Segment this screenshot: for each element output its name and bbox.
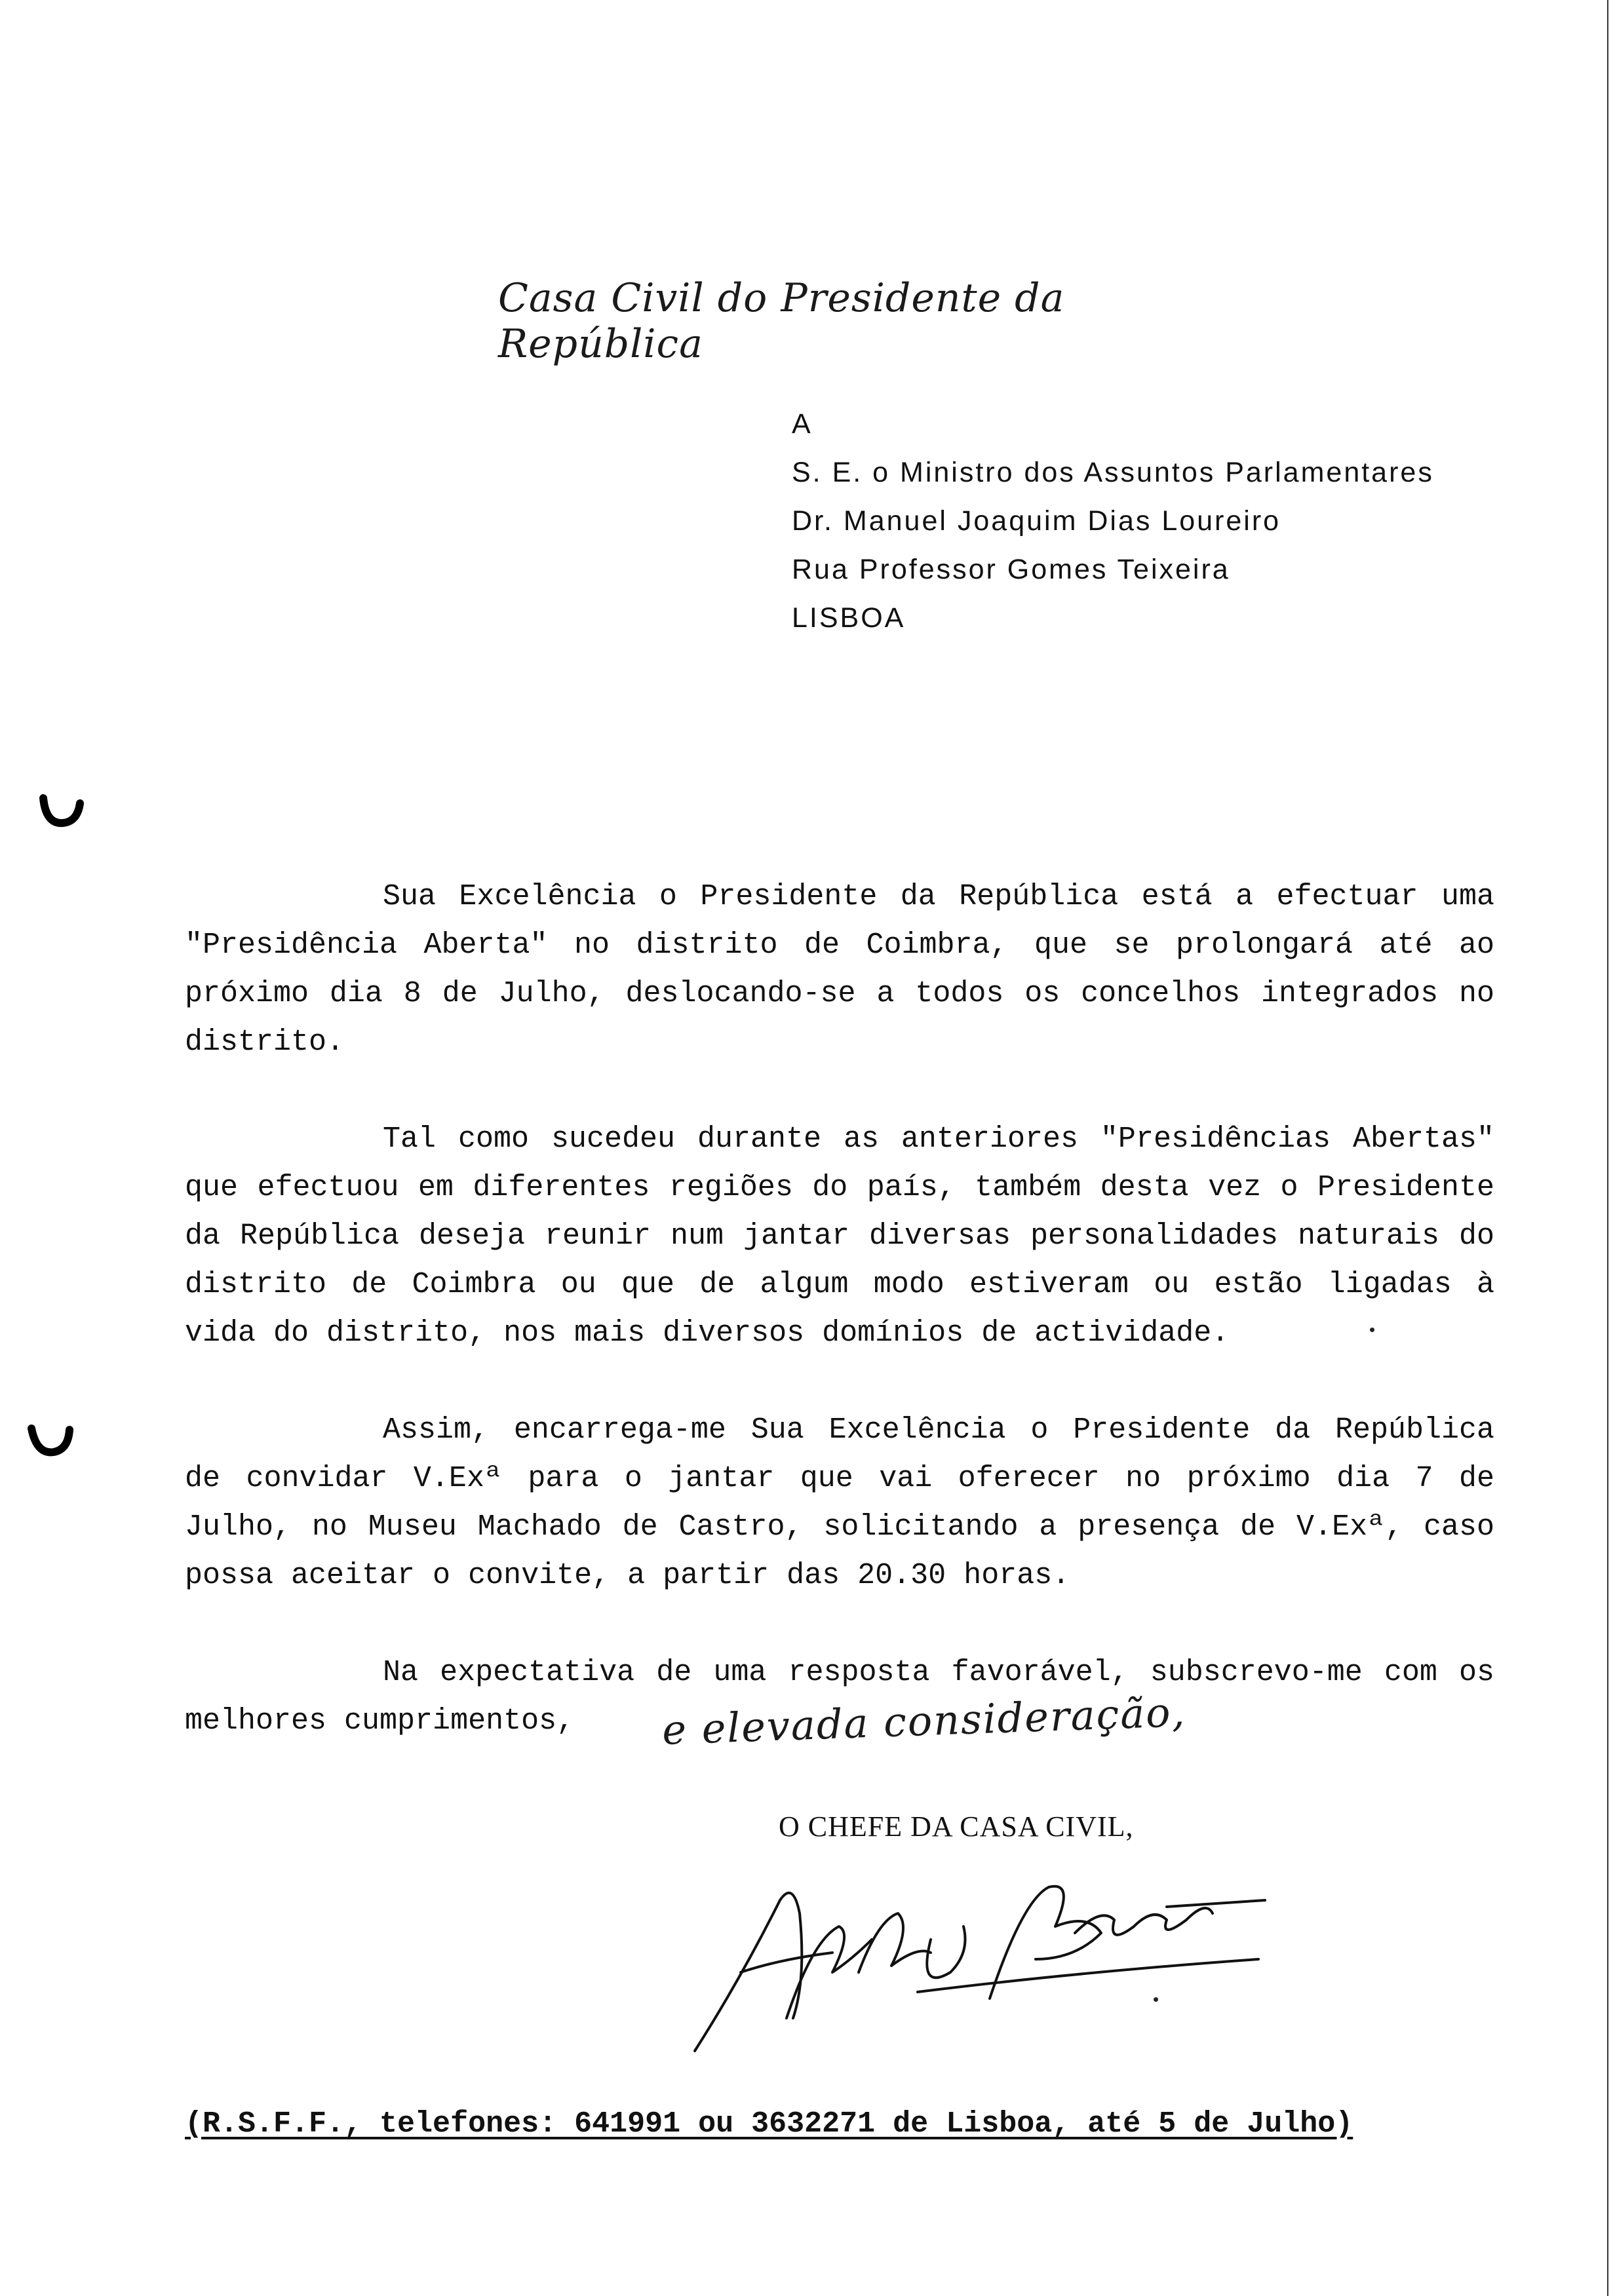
address-line: Rua Professor Gomes Teixeira (792, 554, 1230, 585)
scan-edge-line (1606, 0, 1610, 2296)
punch-hole-mark-top (38, 786, 84, 832)
punch-hole-mark-bottom (28, 1415, 73, 1461)
footer-note: (R.S.F.F., telefones: 641991 ou 3632271 de Lisboa, até 5 de Julho) (185, 2107, 1353, 2141)
signatory-title: O CHEFE DA CASA CIVIL, (779, 1810, 1134, 1843)
body-paragraph: Tal como sucedeu durante as anteriores "Presidências Abertas" que efectuou em diferentes regiões do país, também desta vez o Presidente da República deseja reunir num jantar diversas personalidades naturais do distrito de Coimbra ou que de algum modo estiveram ou estão ligadas à vida do distrito, nos mais diversos domínios de actividade. (185, 1122, 1494, 1350)
address-line: S. E. o Ministro dos Assuntos Parlamentares (792, 457, 1434, 488)
body-paragraph: Na expectativa de uma resposta favorável, subscrevo-me com os melhores cumprimentos, (185, 1656, 1494, 1738)
signature-image (682, 1861, 1272, 2057)
letter-body (185, 873, 1494, 1746)
letterhead: Casa Civil do Presidente da República (498, 275, 1065, 367)
address-line: Dr. Manuel Joaquim Dias Loureiro (792, 505, 1281, 537)
handwritten-closing: e elevada consideração, (661, 1688, 1187, 1754)
body-paragraph: Assim, encarrega-me Sua Excelência o Presidente da República de convidar V.Exª para o jantar que vai oferecer no próximo dia 7 de Julho, no Museu Machado de Castro, solicitando a presença de V.Exª, caso possa aceitar o convite, a partir das 20.30 horas. (185, 1413, 1494, 1592)
body-paragraph: Sua Excelência o Presidente da República está a efectuar uma "Presidência Aberta" no distrito de Coimbra, que se prolongará até ao próximo dia 8 de Julho, deslocando-se a todos os concelhos integrados no distrito. (185, 880, 1494, 1059)
address-line: A (792, 408, 813, 440)
recipient-address (792, 400, 1578, 642)
address-line: LISBOA (792, 602, 906, 634)
